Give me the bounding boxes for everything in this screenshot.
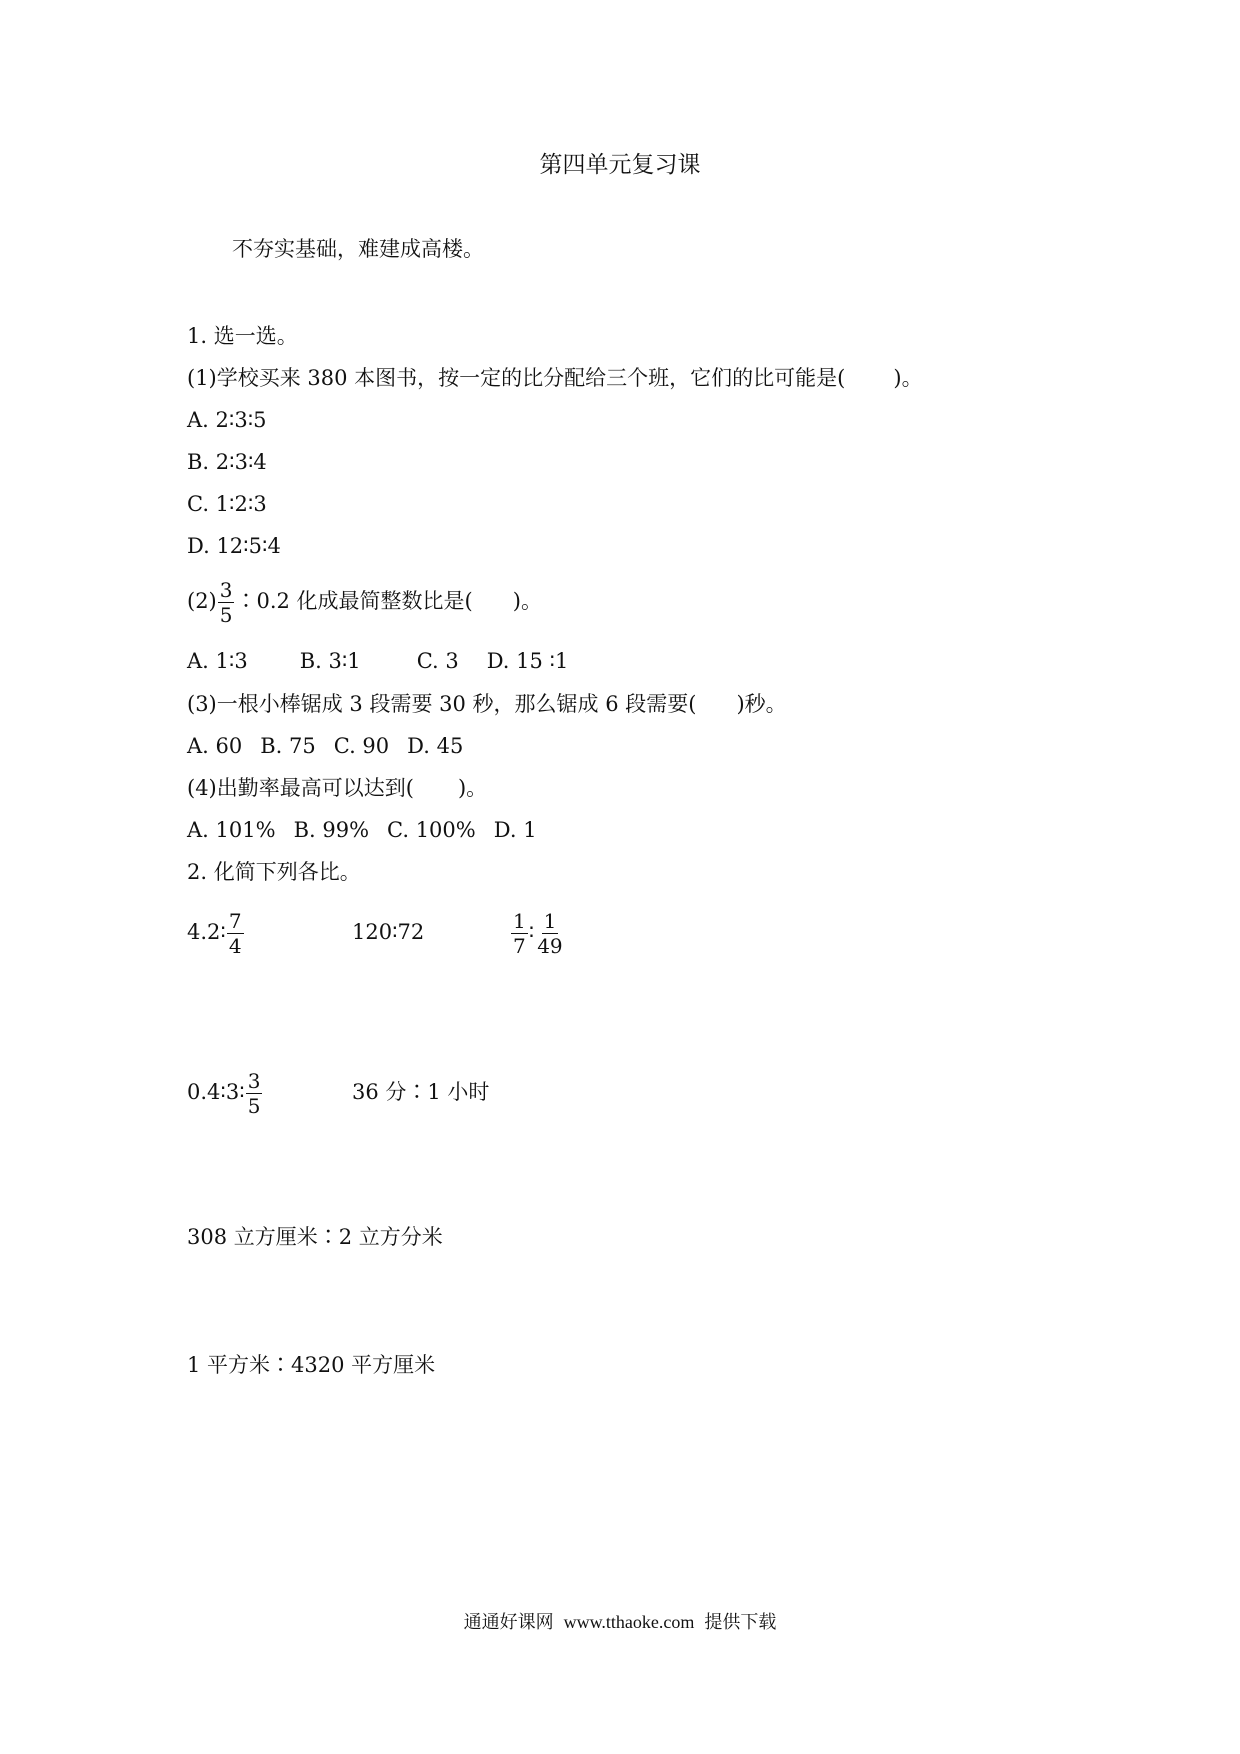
section2-heading: 2. 化简下列各比。 (187, 860, 361, 884)
q4-stem (187, 774, 487, 802)
section1-heading: 1. 选一选。 (187, 324, 298, 348)
ratio-item-3 (510, 907, 566, 957)
q4-stem-start: (4)出勤率最高可以达到( (187, 776, 414, 800)
ratio3-fraction-1 (511, 911, 528, 956)
q2-stem-end: )。 (512, 589, 542, 613)
q2-fraction (218, 580, 235, 625)
q4-option-b: B. 99% (293, 818, 370, 842)
ratio-item-1 (187, 907, 245, 957)
q2-frac-den: 5 (219, 603, 233, 627)
ratio1-num: 7 (228, 909, 242, 933)
footer-site-name: 通通好课网 (463, 1612, 554, 1633)
ratio-item-2: 120∶72 (352, 920, 425, 944)
motto: 不夯实基础，难建成高楼。 (232, 237, 484, 261)
q2-frac-num: 3 (219, 578, 233, 602)
ratio1-left: 4.2∶ (187, 920, 226, 944)
q2-option-b: B. 3∶1 (299, 649, 361, 673)
ratio-item-5: 36 分∶1 小时 (352, 1080, 490, 1104)
ratio4-fraction (246, 1071, 263, 1116)
q3-option-b: B. 75 (260, 734, 316, 758)
ratio3-sep: ∶ (528, 920, 535, 944)
ratio4-den: 5 (247, 1094, 261, 1118)
q2-option-c: C. 3 (416, 649, 459, 673)
q3-option-a: A. 60 (187, 734, 243, 758)
ratio3-den1: 7 (513, 934, 526, 958)
ratio4-num: 3 (247, 1069, 261, 1093)
q4-options (187, 816, 537, 844)
ratio-item-6: 308 立方厘米∶2 立方分米 (187, 1225, 443, 1249)
ratio4-left: 0.4∶3∶ (187, 1080, 245, 1104)
q2-options (187, 647, 568, 675)
q3-stem-start: (3)一根小棒锯成 3 段需要 30 秒，那么锯成 6 段需要( (187, 692, 697, 716)
ratio3-den2: 49 (537, 934, 563, 958)
ratio3-num1: 1 (513, 909, 526, 933)
ratio-item-7: 1 平方米∶4320 平方厘米 (187, 1353, 436, 1377)
page-title: 第四单元复习课 (539, 152, 701, 178)
q1-stem (187, 364, 923, 392)
q2-stem-mid: ∶0.2 化成最简整数比是( (235, 589, 473, 613)
q1-stem-start: (1)学校买来 380 本图书，按一定的比分配给三个班，它们的比可能是( (187, 366, 846, 390)
q4-stem-end: )。 (457, 776, 488, 800)
ratio3-num2: 1 (543, 909, 557, 933)
footer-url-link[interactable]: www.tthaoke.com (563, 1612, 695, 1632)
q3-stem (187, 690, 787, 718)
q3-option-d: D. 45 (407, 734, 464, 758)
q1-option-b: B. 2∶3∶4 (187, 450, 267, 474)
q2-option-d: D. 15 ∶1 (486, 649, 569, 673)
q1-stem-end: )。 (893, 366, 923, 390)
ratio-item-4 (187, 1067, 263, 1117)
q2-stem (187, 576, 542, 626)
q1-option-a: A. 2∶3∶5 (187, 408, 267, 432)
q4-option-d: D. 1 (493, 818, 537, 842)
q4-option-a: A. 101% (187, 818, 276, 842)
q1-option-c: C. 1∶2∶3 (187, 492, 267, 516)
ratio1-fraction (227, 911, 244, 956)
q4-option-c: C. 100% (387, 818, 476, 842)
q3-stem-end: )秒。 (736, 692, 787, 716)
q1-option-d: D. 12∶5∶4 (187, 534, 281, 558)
q2-prefix: (2) (187, 589, 217, 613)
ratio3-fraction-2 (535, 911, 564, 956)
q2-option-a: A. 1∶3 (187, 649, 248, 673)
q3-options (187, 732, 463, 760)
footer-suffix: 提供下载 (704, 1612, 777, 1633)
page-footer (0, 1610, 1240, 1635)
q3-option-c: C. 90 (333, 734, 390, 758)
ratio1-den: 4 (228, 934, 242, 958)
